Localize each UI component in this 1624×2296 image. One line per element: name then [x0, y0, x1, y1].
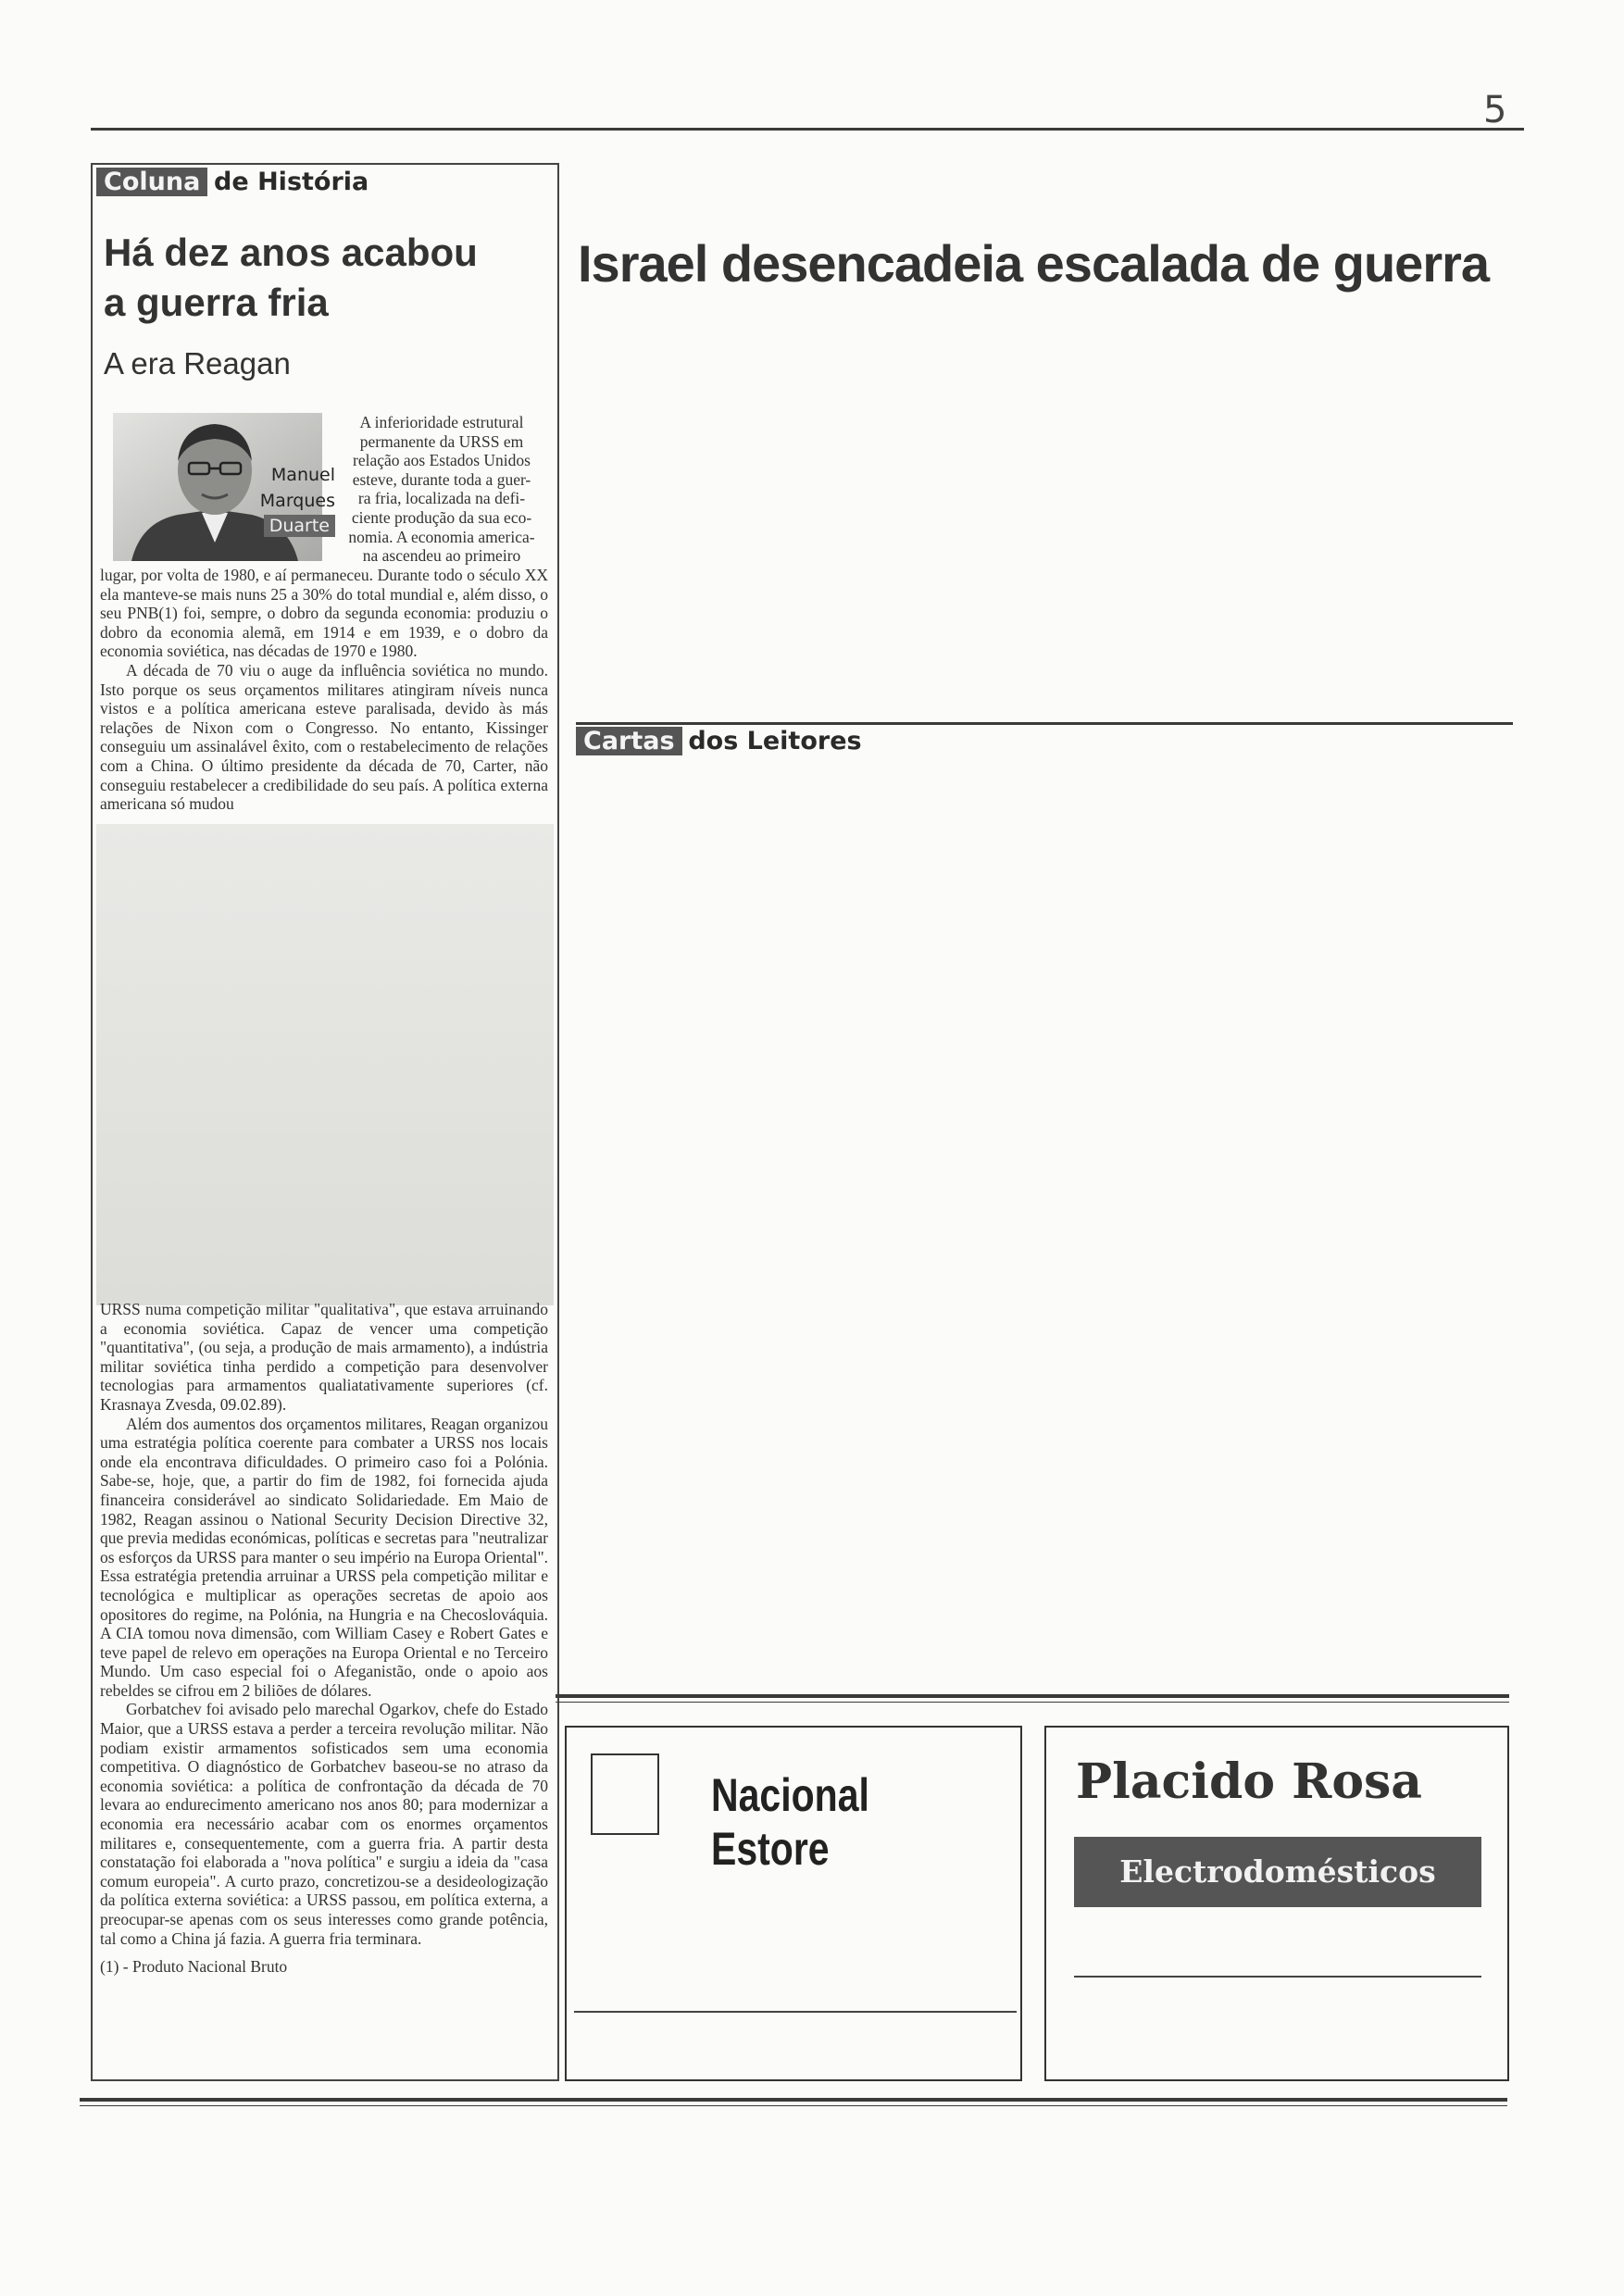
intro-line: na ascendeu ao primeiro	[362, 546, 521, 566]
ad-placido-name: Placido Rosa	[1076, 1753, 1422, 1810]
column-subtitle: A era Reagan	[104, 346, 291, 381]
section-tag-dark: Coluna	[96, 168, 207, 196]
column-body-upper	[100, 566, 548, 825]
ad-placido-band: Electrodomésticos	[1074, 1837, 1481, 1907]
main-headline: Israel desencadeia escalada de guerra	[578, 234, 1490, 293]
column-intro	[337, 413, 546, 566]
column-body-lower	[100, 1300, 548, 1977]
author-middle-name: Marques	[259, 491, 335, 511]
faded-text-area	[96, 824, 554, 1305]
ad-logo-box	[591, 1753, 659, 1835]
author-last-name: Duarte	[264, 515, 335, 537]
author-first-name: Manuel	[270, 465, 335, 485]
paragraph: Gorbatchev foi avisado pelo marechal Ogarkov, chefe do Estado Maior, que a URSS estava a perder a terceira revolução militar. Não podiam existir armamentos sofisticados sem uma economia competitiva. O diagnóstico de Gorbatchev baseou-se no atraso da economia soviética: a política de confrontação da década de 70 levara ao endurecimento americano nos anos 80; para modernizar a economia era necessário acabar com os enormes orçamentos militares e, consequentemente, com a guerra fria. A partir desta constatação foi elaborada a "nova política" e surgiu a ideia da "casa comum europeia". A curto prazo, concretizou-se a desideologização da política externa soviética: a URSS passou, em política externa, a preocupar-se apenas com os seus interesses como grande potência, tal como a China já fazia. A guerra fria terminara.	[100, 1700, 548, 1948]
intro-line: relação aos Estados Unidos	[353, 451, 531, 470]
bottom-rule-thin	[80, 2105, 1507, 2106]
paragraph: lugar, por volta de 1980, e aí permaneceu. Durante todo o século XX ela manteve-se mais nuns 25 a 30% do total mundial e, além disso, o seu PNB(1) foi, sempre, o dobro da segunda economia: produziu o dobro da economia alemã, em 1914 e em 1939, e o dobro da economia soviética, nas décadas de 1970 e 1980.	[100, 566, 548, 661]
ads-top-rule	[556, 1694, 1509, 1698]
top-rule	[91, 128, 1524, 131]
author-byline	[243, 465, 335, 537]
ad-rule	[1074, 1976, 1481, 1978]
ad-nacional-estore	[565, 1726, 1022, 2081]
headline-line-2: a guerra fria	[104, 281, 329, 324]
ad-rule	[574, 2011, 1017, 2013]
headline-line-1: Há dez anos acabou	[104, 231, 478, 274]
ads-top-rule-thin	[556, 1702, 1509, 1703]
paragraph: A década de 70 viu o auge da influência soviética no mundo. Isto porque os seus orçamentos militares atingiram níveis nunca vistos e a política americana esteve paralisada, devido às más relações de Nixon com o Congresso. No entanto, Kissinger conseguiu um assinalável êxito, com o restabelecimento de relações com a China. O último presidente da década de 70, Carter, não conseguiu restabelecer a credibilidade do seu país. A política externa americana só mudou	[100, 660, 548, 814]
bottom-rule	[80, 2098, 1507, 2102]
intro-line: ciente produção da sua eco-	[351, 507, 532, 527]
column-headline	[104, 228, 557, 328]
ad-placido-rosa	[1044, 1726, 1509, 2081]
letters-tag-rest: dos Leitores	[688, 727, 862, 755]
faded-text	[96, 824, 554, 855]
intro-line: esteve, durante toda a guer-	[352, 469, 531, 489]
intro-line: A inferioridade estrutural	[359, 413, 524, 431]
letters-section-tag	[576, 724, 862, 758]
column-section-tag	[96, 165, 369, 199]
page-number: 5	[1483, 89, 1507, 131]
intro-line: nomia. A economia america-	[348, 527, 535, 546]
intro-line: permanente da URSS em	[359, 431, 524, 451]
letters-tag-dark: Cartas	[576, 727, 682, 755]
intro-line: ra fria, localizada na defi-	[357, 489, 526, 508]
footnote: (1) - Produto Nacional Bruto	[100, 1957, 288, 1977]
ad-nacional-name: Nacional Estore	[711, 1769, 869, 1875]
paragraph: URSS numa competição militar "qualitativa", que estava arruinando a economia soviética. Capaz de vencer uma competição "quantitativa", (ou seja, a produção de mais armamento), a indústria militar soviética tinha perdido a competição para desenvolver tecnologias para armamentos qualiatativamente superiores (cf. Krasnaya Zvesda, 09.02.89).	[100, 1300, 548, 1414]
section-tag-rest: de História	[214, 168, 369, 196]
paragraph: Além dos aumentos dos orçamentos militares, Reagan organizou uma estratégia política coerente para combater a URSS nos locais onde ela encontrava dificuldades. O primeiro caso foi a Polónia. Sabe-se, hoje, que, a partir do fim de 1982, foi fornecida ajuda financeira considerável ao sindicato Solidariedade. Em Maio de 1982, Reagan assinou o National Security Decision Directive 32, que previa medidas económicas, políticas e secretas para "neutralizar os esforços da URSS para manter o seu império na Europa Oriental". Essa estratégia pretendia arruinar a URSS pela competição militar e tecnológica e multiplicar as operações secretas de apoio aos opositores do regime, na Polónia, na Hungria e na Checoslováquia. A CIA tomou nova dimensão, com William Casey e Robert Gates e teve papel de relevo em operações na Europa Oriental e no Terceiro Mundo. Um caso especial foi o Afeganistão, onde o apoio aos rebeldes se cifrou em 2 biliões de dólares.	[100, 1414, 548, 1700]
